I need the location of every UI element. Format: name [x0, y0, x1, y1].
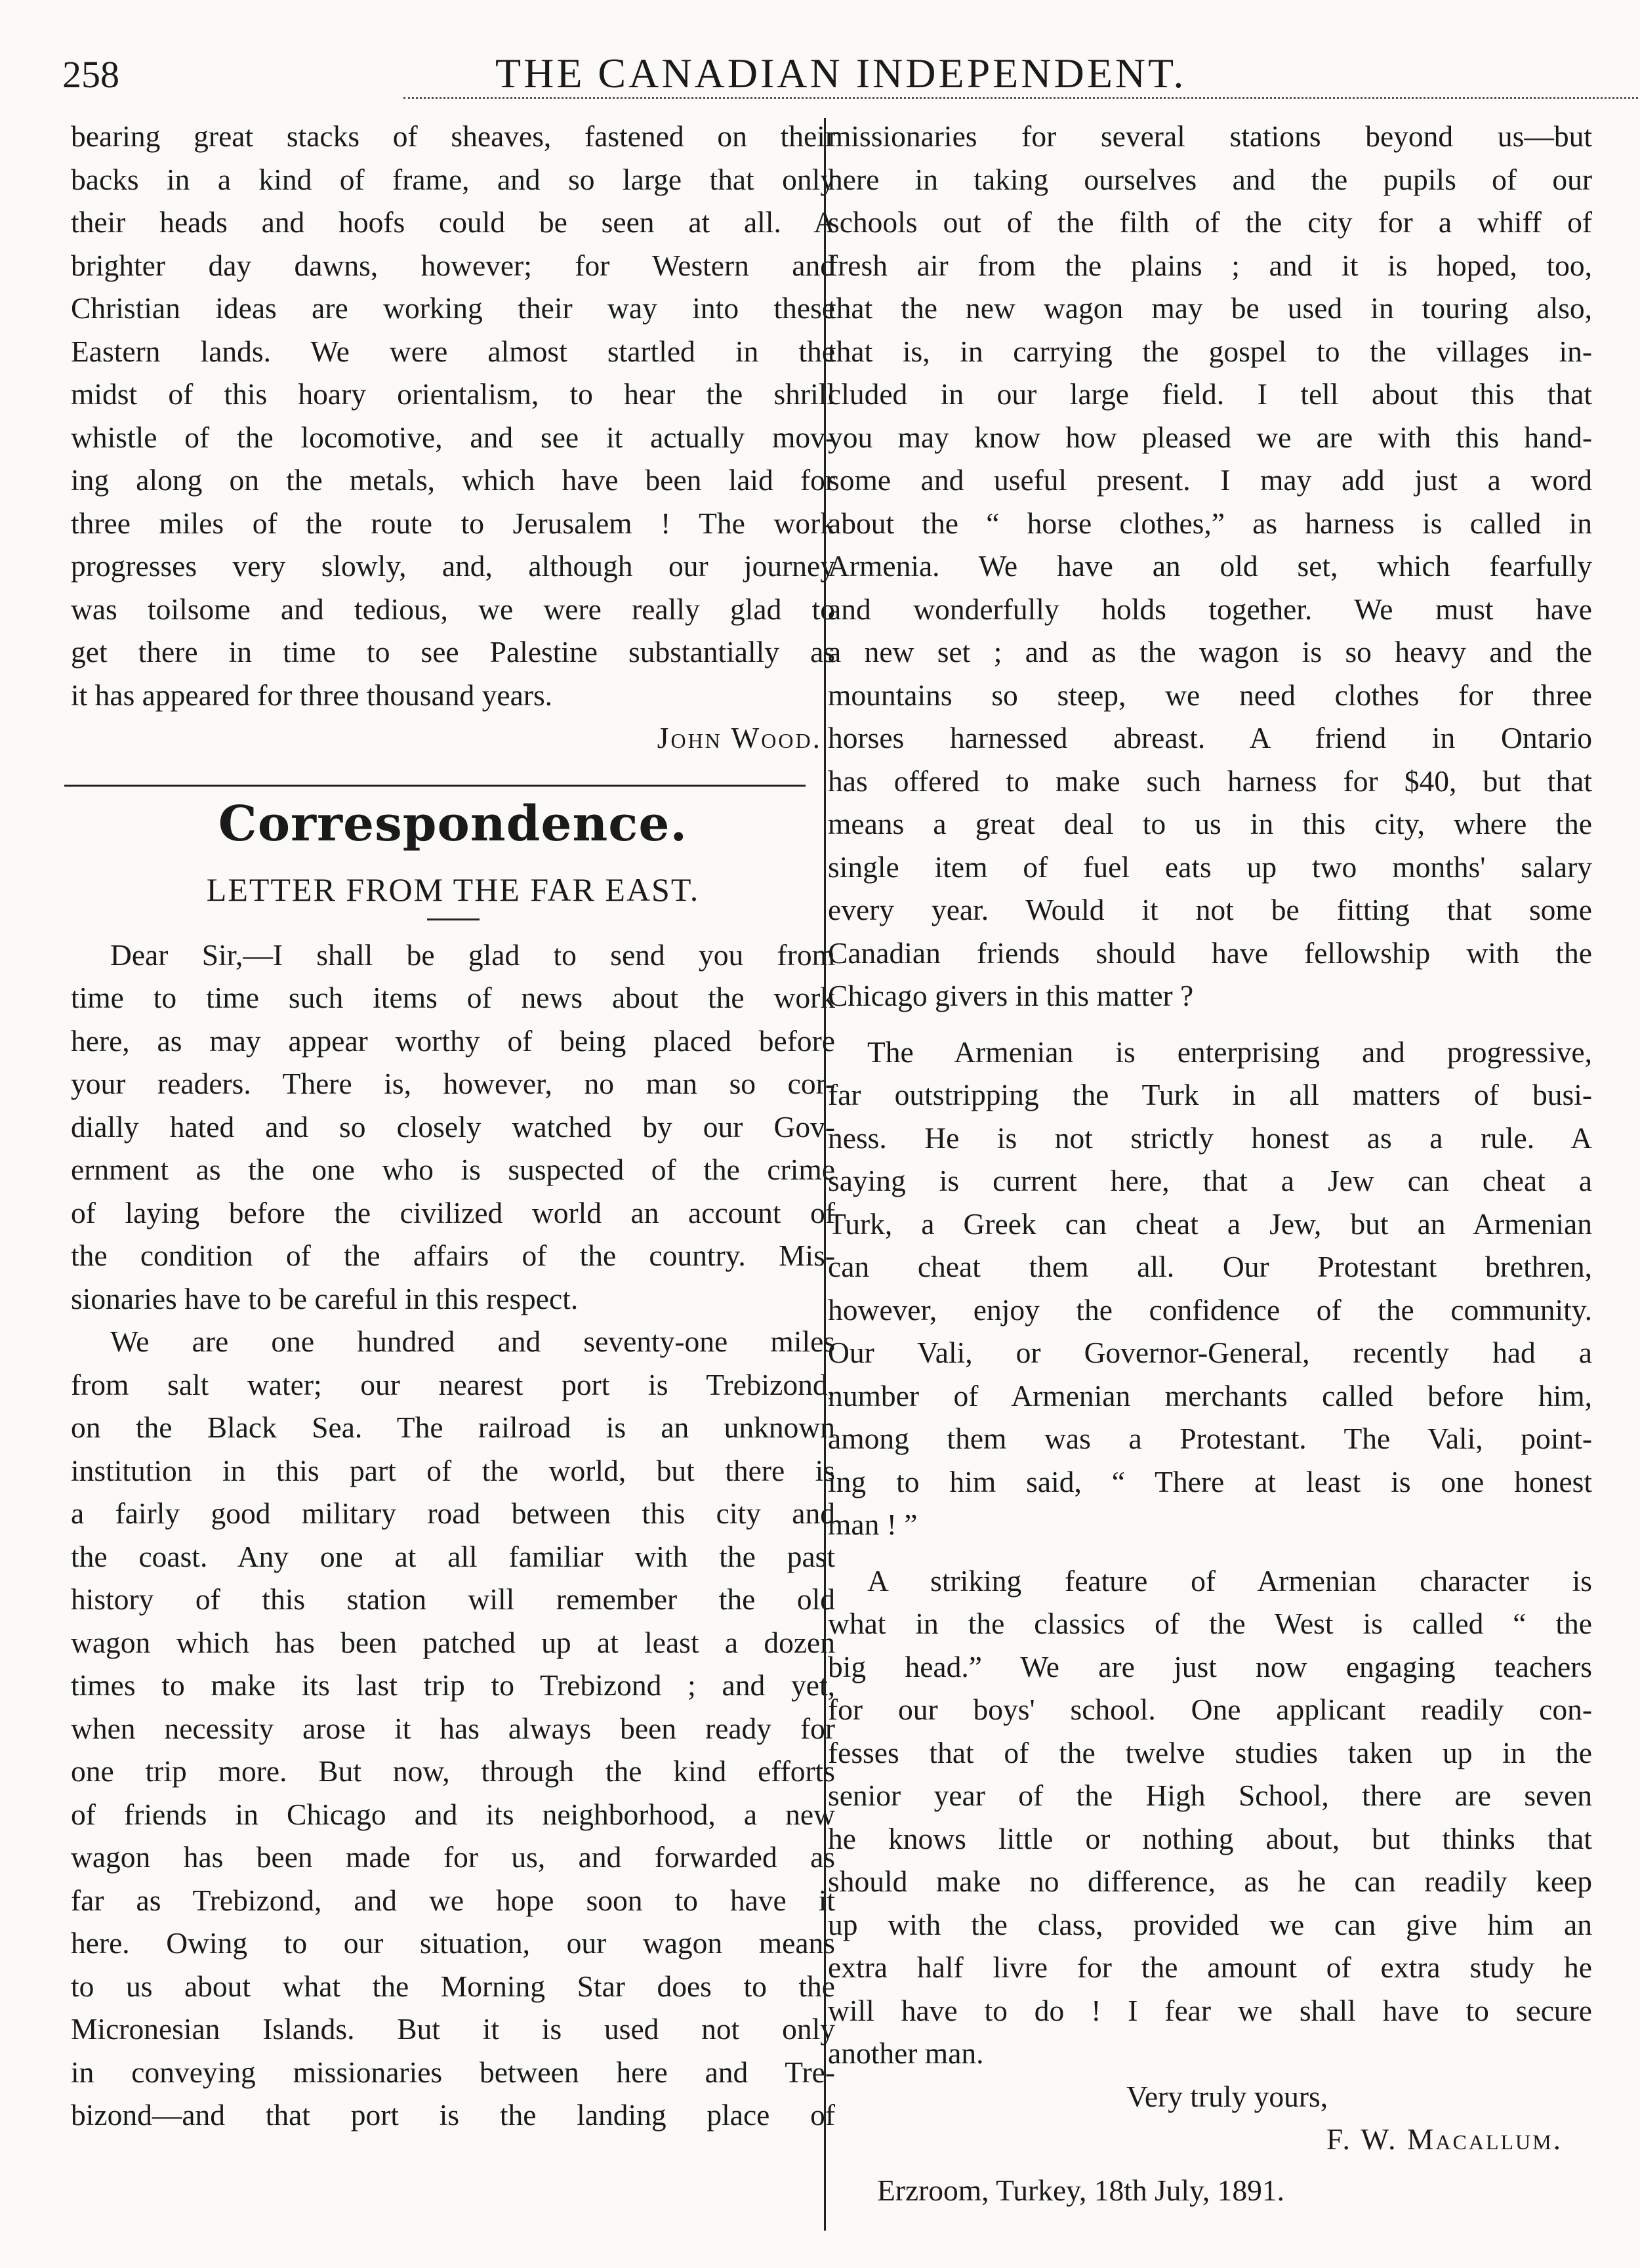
text-line: cluded in our large field. I tell about this that [828, 377, 1592, 411]
text-line: Armenia. We have an old set, which fearfully [828, 549, 1592, 583]
text-line: will have to do ! I fear we shall have to secure [828, 1993, 1592, 2027]
text-line: every year. Would it not be fitting that some [828, 893, 1592, 926]
text-line: saying is current here, that a Jew can cheat a [828, 1164, 1592, 1197]
paragraph-1 [71, 934, 835, 1321]
text-line: some and useful present. I may add just a word [828, 463, 1592, 497]
text-line: what in the classics of the West is called “ the [828, 1607, 1592, 1640]
text-line: that is, in carrying the gospel to the villages in- [828, 334, 1592, 368]
text-line: that the new wagon may be used in touring also, [828, 291, 1592, 325]
text-line: senior year of the High School, there are seven [828, 1779, 1592, 1812]
text-line: man ! ” [828, 1508, 918, 1541]
text-line: Micronesian Islands. But it is used not only [71, 2012, 835, 2046]
text-line: of friends in Chicago and its neighborhood, a new [71, 1797, 835, 1831]
text-line: number of Armenian merchants called before him, [828, 1378, 1592, 1412]
left-column [71, 115, 835, 2137]
text-line: far as Trebizond, and we hope soon to have it [71, 1883, 835, 1917]
text-line: Chicago givers in this matter ? [828, 979, 1194, 1012]
text-line: wagon which has been patched up at least a dozen [71, 1625, 835, 1659]
text-line: means a great deal to us in this city, where the [828, 807, 1592, 840]
text-line: fresh air from the plains ; and it is hoped, too, [828, 248, 1592, 282]
text-line: We are one hundred and seventy-one miles [110, 1325, 835, 1358]
text-line: the coast. Any one at all familiar with the past [71, 1539, 835, 1573]
text-line: extra half livre for the amount of extra study he [828, 1950, 1592, 1984]
text-line: horses harnessed abreast. A friend in Ontario [828, 721, 1592, 754]
text-line: your readers. There is, however, no man so cor- [71, 1067, 835, 1100]
text-line: you may know how pleased we are with this hand- [828, 420, 1592, 454]
paragraph-4 [828, 1559, 1592, 2075]
text-line: a fairly good military road between this city and [71, 1496, 835, 1530]
text-line: Canadian friends should have fellowship with the [828, 936, 1592, 970]
text-line: midst of this hoary orientalism, to hear the shrill [71, 377, 835, 411]
text-line: here. Owing to our situation, our wagon means [71, 1926, 835, 1960]
text-line: get there in time to see Palestine substantially as [71, 635, 835, 669]
text-line: has offered to make such harness for $40, but that [828, 764, 1592, 798]
text-line: Eastern lands. We were almost startled in the [71, 334, 835, 368]
journal-title: THE CANADIAN INDEPENDENT. [495, 50, 1187, 96]
text-line: about the “ horse clothes,” as harness is called in [828, 506, 1592, 540]
text-line: to us about what the Morning Star does to the [71, 1969, 835, 2003]
text-line: time to time such items of news about the work [71, 981, 835, 1014]
text-line: times to make its last trip to Trebizond ; and yet, [71, 1668, 835, 1702]
text-line: Our Vali, or Governor-General, recently had a [828, 1336, 1592, 1369]
text-line: wagon has been made for us, and forwarded as [71, 1840, 835, 1874]
author-signature: F. W. Macallum. [1326, 2122, 1563, 2156]
text-line: however, enjoy the confidence of the community. [828, 1292, 1592, 1327]
text-line: A striking feature of Armenian character is [867, 1563, 1592, 1598]
text-line: ness. He is not strictly honest as a rule. A [828, 1121, 1592, 1155]
previous-article-text [71, 115, 835, 716]
text-line: another man. [828, 2036, 984, 2070]
text-line: in conveying missionaries between here and Tre- [71, 2055, 835, 2089]
paragraph-2 [71, 1320, 835, 2137]
text-line: up with the class, provided we can give him an [828, 1907, 1592, 1941]
text-line: bizond—and that port is the landing place of [71, 2098, 835, 2132]
text-line: from salt water; our nearest port is Trebizond, [71, 1367, 835, 1401]
article-title: LETTER FROM THE FAR EAST. [206, 871, 700, 908]
text-line: among them was a Protestant. The Vali, point- [828, 1422, 1592, 1455]
text-line: ing along on the metals, which have been laid for [71, 463, 835, 497]
text-line: Dear Sir,—I shall be glad to send you from [110, 938, 835, 972]
header-rule [403, 97, 1640, 99]
text-line: and wonderfully holds together. We must have [828, 592, 1592, 626]
previous-article-signature: John Wood. [657, 721, 822, 754]
text-line: ernment as the one who is suspected of the crime [71, 1153, 835, 1186]
text-line: ing to him said, “ There at least is one honest [828, 1464, 1592, 1498]
text-line: single item of fuel eats up two months' salary [828, 850, 1592, 884]
dateline: Erzroom, Turkey, 18th July, 1891. [877, 2173, 1284, 2207]
text-line: brighter day dawns, however; for Western and [71, 248, 835, 282]
text-line: whistle of the locomotive, and see it actually mov- [71, 420, 835, 454]
text-line: mountains so steep, we need clothes for three [828, 678, 1592, 712]
section-rule [64, 785, 806, 787]
text-line: should make no difference, as he can readily keep [828, 1865, 1592, 1898]
text-line: when necessity arose it has always been ready for [71, 1711, 835, 1745]
text-line: here, as may appear worthy of being placed before [71, 1023, 835, 1058]
text-line: one trip more. But now, through the kind efforts [71, 1754, 835, 1788]
text-line: of laying before the civilized world an account of [71, 1195, 835, 1229]
title-rule [427, 918, 480, 920]
text-line: Turk, a Greek can cheat a Jew, but an Armenian [828, 1206, 1592, 1241]
page-header [62, 46, 1584, 105]
closing-salutation: Very truly yours, [1126, 2079, 1328, 2113]
text-line: bearing great stacks of sheaves, fastened on their [71, 119, 835, 153]
text-line: dially hated and so closely watched by our Gov- [71, 1109, 835, 1144]
text-line: institution in this part of the world, but there is [71, 1453, 835, 1487]
text-line: sionaries have to be careful in this respect. [71, 1281, 579, 1315]
text-line: their heads and hoofs could be seen at all. A [71, 205, 835, 239]
text-line: the condition of the affairs of the country. Mis- [71, 1239, 835, 1272]
text-line: history of this station will remember the old [71, 1582, 835, 1616]
text-line: can cheat them all. Our Protestant brethren, [828, 1250, 1592, 1283]
text-line: on the Black Sea. The railroad is an unknown [71, 1411, 835, 1444]
section-heading: Correspondence. [218, 795, 688, 852]
text-line: progresses very slowly, and, although our journey [71, 549, 835, 583]
page-number: 258 [62, 53, 119, 96]
paragraph-3 [828, 1031, 1592, 1546]
text-line: backs in a kind of frame, and so large that only [71, 162, 835, 196]
text-line: fesses that of the twelve studies taken up in the [828, 1735, 1592, 1769]
text-line: The Armenian is enterprising and progressive, [867, 1035, 1592, 1069]
text-line: it has appeared for three thousand years. [71, 678, 553, 712]
text-line: here in taking ourselves and the pupils of our [828, 162, 1592, 196]
text-line: far outstripping the Turk in all matters of busi- [828, 1078, 1592, 1111]
paragraph-2-continued [828, 115, 1592, 1018]
text-line: three miles of the route to Jerusalem ! The work [71, 506, 835, 540]
text-line: a new set ; and as the wagon is so heavy and the [828, 635, 1592, 669]
text-line: for our boys' school. One applicant readily con- [828, 1693, 1592, 1726]
text-line: schools out of the filth of the city for a whiff of [828, 205, 1592, 239]
text-line: he knows little or nothing about, but thinks that [828, 1821, 1592, 1855]
text-line: missionaries for several stations beyond us—but [828, 119, 1592, 153]
text-line: Christian ideas are working their way into these [71, 291, 835, 325]
text-line: was toilsome and tedious, we were really glad to [71, 592, 835, 626]
right-column [828, 115, 1592, 2212]
text-line: big head.” We are just now engaging teachers [828, 1649, 1592, 1683]
